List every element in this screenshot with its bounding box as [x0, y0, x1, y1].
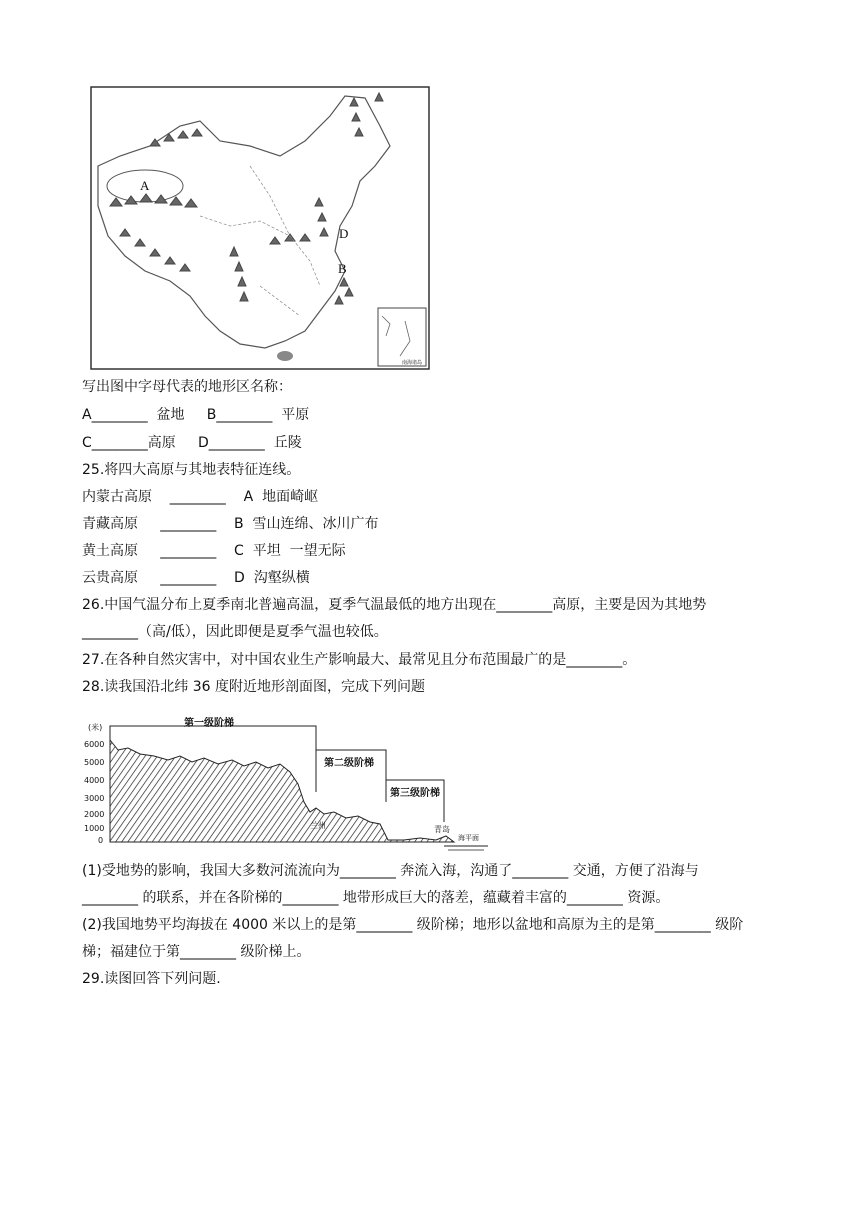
y-tick-label: 4000 [84, 776, 105, 785]
map-label-a: A [140, 178, 150, 193]
q27-line1: 27.在各种自然灾害中，对中国农业生产影响最大、最常见且分布范围最广的是________。 [82, 652, 637, 668]
place-qingdao: 青岛 [434, 825, 450, 834]
place-lanzhou: 兰州 [310, 821, 326, 830]
profile-unit: (米) [88, 723, 103, 732]
terrain-profile-figure [84, 712, 492, 852]
map-label-d: D [339, 226, 349, 241]
map-label-b: B [338, 261, 347, 276]
china-terrain-map [90, 86, 430, 370]
q25-title: 25.将四大高原与其地表特征连线。 [82, 462, 301, 478]
q28-title: 28.读我国沿北纬 36 度附近地形剖面图，完成下列问题 [82, 679, 425, 695]
step1-label: 第一级阶梯 [184, 718, 234, 729]
q28-sub2-line1: (2)我国地势平均海拔在 4000 米以上的是第________ 级阶梯；地形以盆地和高原为主的是第________ 级阶 [82, 917, 744, 933]
q28-sub1-line1: (1)受地势的影响，我国大多数河流流向为________ 奔流入海，沟通了________ 交通，方便了沿海与 [82, 863, 699, 879]
q24-prompt: 写出图中字母代表的地形区名称： [82, 379, 292, 395]
q28-sub2-line2: 梯；福建位于第________ 级阶梯上。 [82, 944, 311, 960]
sea-level-label: 海平面 [458, 834, 479, 842]
terrain-profile-drawing [84, 712, 492, 852]
y-tick-label: 6000 [84, 740, 105, 749]
q29-title: 29.读图回答下列问题. [82, 971, 221, 987]
step2-label: 第二级阶梯 [324, 758, 374, 769]
china-map-drawing [90, 86, 430, 370]
y-tick-label: 1000 [84, 824, 105, 833]
q24-line1: A________ 盆地 B________ 平原 [82, 407, 310, 423]
y-tick-label: 2000 [84, 810, 105, 819]
q26-line1: 26.中国气温分布上夏季南北普遍高温，夏季气温最低的地方出现在________高原，主要是因为其地势 [82, 597, 707, 613]
y-tick-label: 5000 [84, 758, 105, 767]
q26-line2: ________（高/低），因此即便是夏季气温也较低。 [82, 624, 388, 640]
q25-row: 黄土高原 ________ C 平坦 一望无际 [82, 543, 346, 559]
inset-caption: 南海诸岛 [402, 360, 423, 366]
step3-label: 第三级阶梯 [390, 788, 440, 799]
q25-row: 青藏高原 ________ B 雪山连绵、冰川广布 [82, 516, 379, 532]
y-tick-label: 3000 [84, 794, 105, 803]
q25-row: 云贵高原 ________ D 沟壑纵横 [82, 570, 310, 586]
q24-line2: C________高原 D________ 丘陵 [82, 435, 302, 451]
q25-row: 内蒙古高原 ________ A 地面崎岖 [82, 489, 319, 505]
y-tick-label: 0 [98, 836, 104, 845]
q28-sub1-line2: ________ 的联系，并在各阶梯的________ 地带形成巨大的落差，蕴藏着丰富的________ 资源。 [82, 890, 670, 906]
